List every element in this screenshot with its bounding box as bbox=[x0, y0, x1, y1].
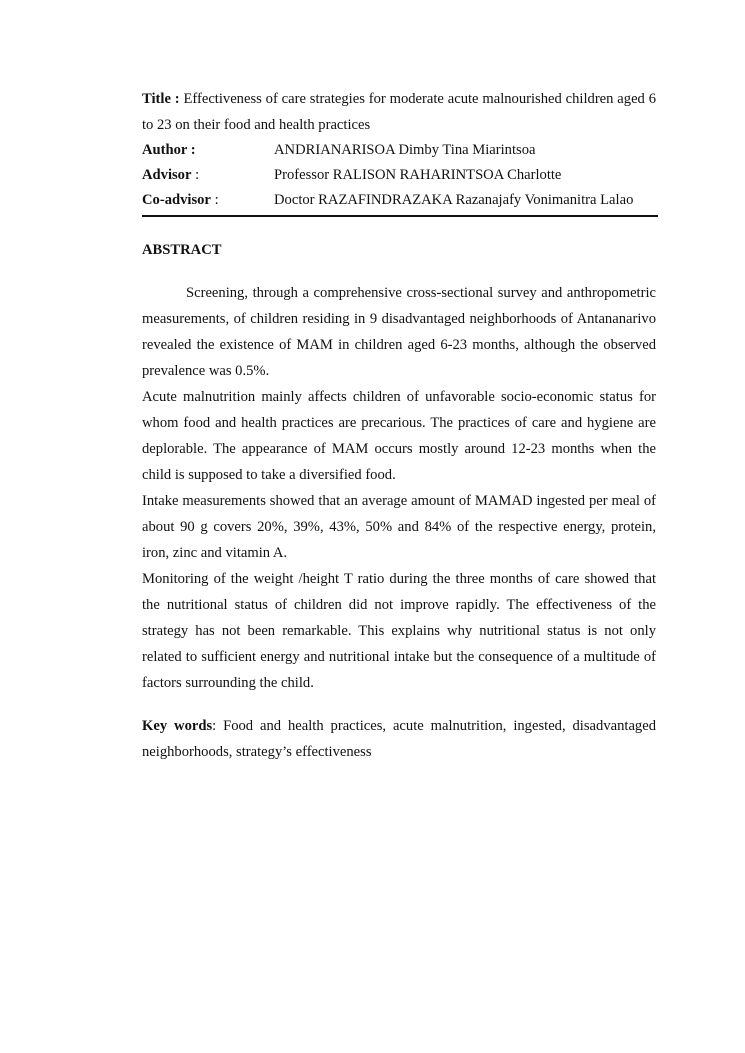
keywords-label: Key words bbox=[142, 718, 213, 734]
coadvisor-colon: : bbox=[210, 192, 219, 208]
coadvisor-value: Doctor RAZAFINDRAZAKA Razanajafy Vonimanitra Lalao bbox=[274, 192, 634, 208]
advisor-label: Advisor bbox=[142, 167, 192, 183]
advisor-label-group bbox=[142, 163, 274, 188]
coadvisor-label-group bbox=[142, 188, 274, 213]
thesis-title bbox=[142, 86, 656, 138]
advisor-colon: : bbox=[191, 167, 200, 183]
abstract-paragraph-3: Intake measurements showed that an average amount of MAMAD ingested per meal of about 90 g covers 20%, 39%, 43%, 50% and 84% of the respective energy, protein, iron, zinc and vitamin A. bbox=[142, 493, 656, 561]
title-text: Effectiveness of care strategies for moderate acute malnourished children aged 6 to 23 on their food and health practices bbox=[142, 91, 656, 133]
abstract-paragraph-1: Screening, through a comprehensive cross-sectional survey and anthropometric measurements, of children residing in 9 disadvantaged neighborhoods of Antananarivo revealed the existence of MAM in children aged 6-23 months, although the observed prevalence was 0.5%. bbox=[142, 285, 656, 379]
title-label: Title : bbox=[142, 91, 180, 107]
abstract-heading: ABSTRACT bbox=[142, 242, 222, 258]
author-value: ANDRIANARISOA Dimby Tina Miarintsoa bbox=[274, 142, 536, 158]
author-row bbox=[142, 138, 656, 163]
keywords-line bbox=[142, 713, 656, 765]
author-label: Author : bbox=[142, 142, 196, 158]
coadvisor-label: Co-advisor bbox=[142, 192, 211, 208]
coadvisor-row bbox=[142, 188, 656, 213]
abstract-page-content bbox=[142, 86, 656, 765]
advisor-value: Professor RALISON RAHARINTSOA Charlotte bbox=[274, 167, 562, 183]
keywords-text: : Food and health practices, acute malnutrition, ingested, disadvantaged neighborhoods, strategy’s effectiveness bbox=[142, 718, 656, 760]
abstract-paragraph-4: Monitoring of the weight /height T ratio during the three months of care showed that the nutritional status of children did not improve rapidly. The effectiveness of the strategy has not been remarkable. This explains why nutritional status is not only related to sufficient energy and nutritional intake but the consequence of a multitude of factors surrounding the child. bbox=[142, 571, 656, 691]
abstract-paragraph-2: Acute malnutrition mainly affects children of unfavorable socio-economic status for whom food and health practices are precarious. The practices of care and hygiene are deplorable. The appearance of MAM occurs mostly around 12-23 months when the child is supposed to take a diversified food. bbox=[142, 389, 656, 483]
advisor-row bbox=[142, 163, 656, 188]
header-divider bbox=[142, 215, 658, 217]
